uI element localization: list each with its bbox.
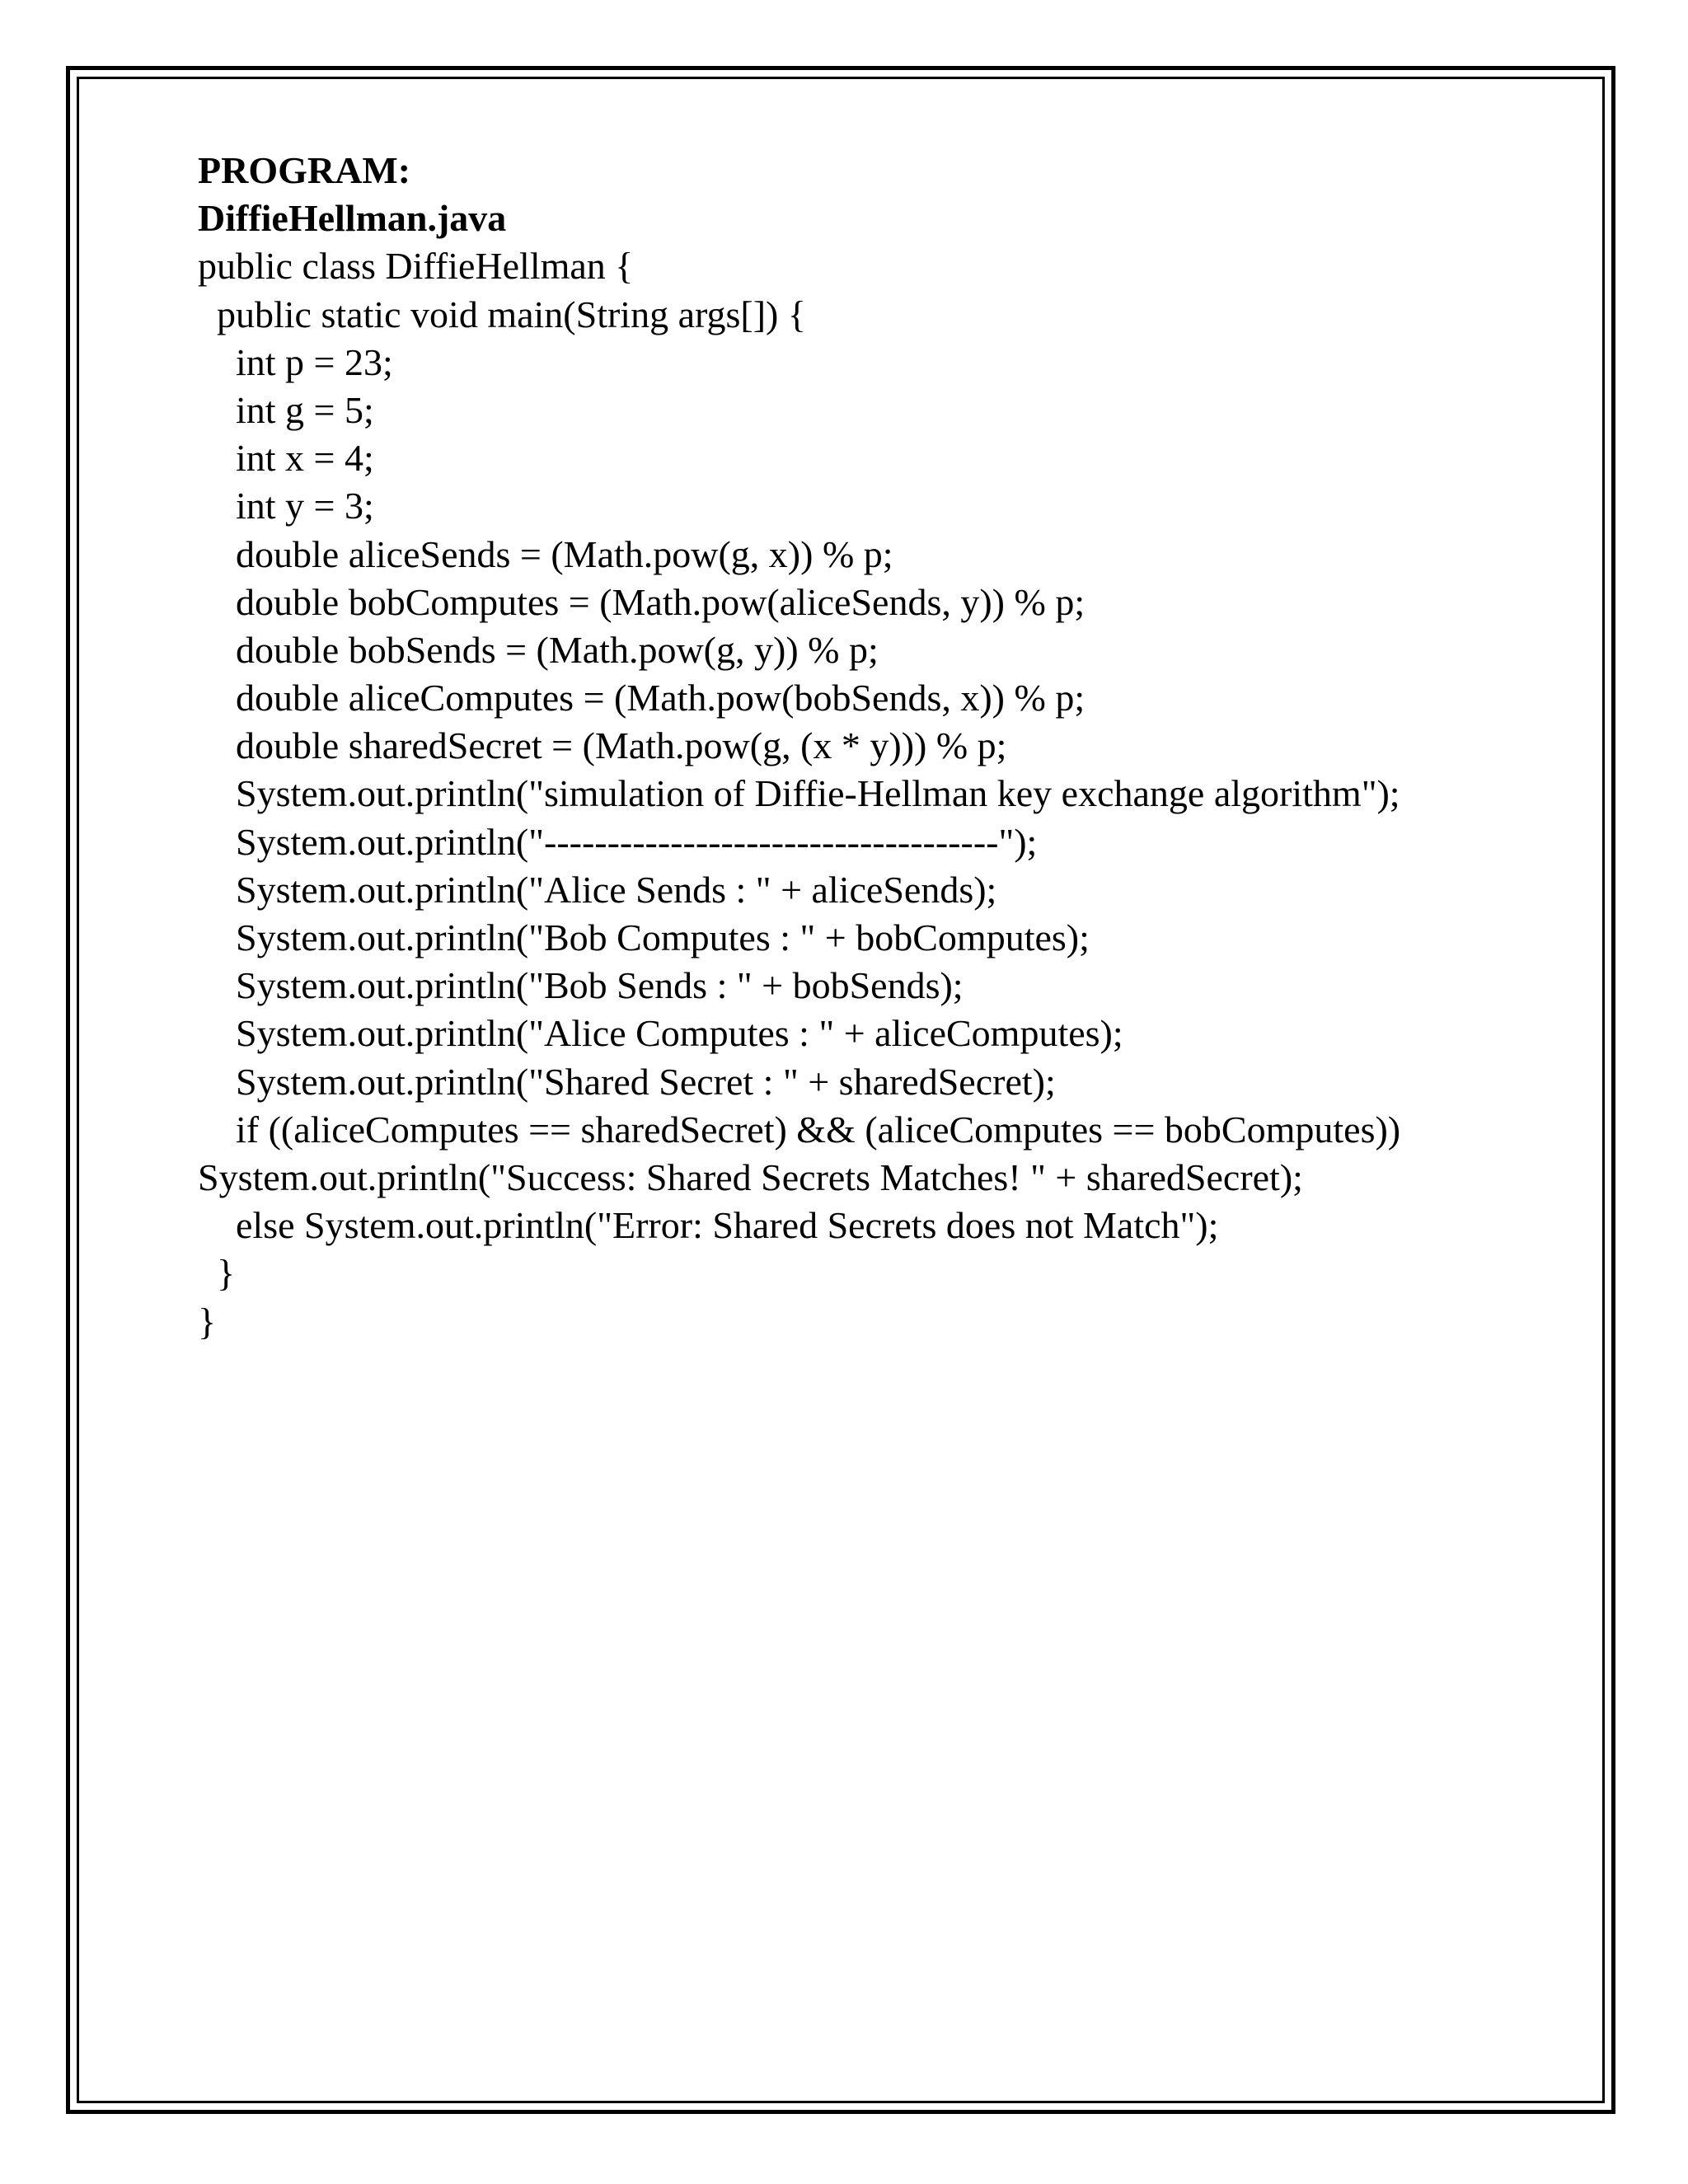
code-line: double bobSends = (Math.pow(g, y)) % p;: [198, 628, 879, 671]
program-listing: [198, 147, 1517, 1346]
code-line: int y = 3;: [198, 485, 374, 527]
code-line: System.out.println("Bob Sends : " + bobSends);: [198, 964, 964, 1007]
code-line: System.out.println("Shared Secret : " + sharedSecret);: [198, 1060, 1056, 1103]
code-line: int g = 5;: [198, 388, 374, 431]
code-block: [198, 242, 1517, 1345]
code-line: }: [198, 1300, 217, 1343]
code-line: int x = 4;: [198, 437, 374, 480]
code-line: if ((aliceComputes == sharedSecret) && (aliceComputes == bobComputes)): [198, 1108, 1401, 1151]
code-line: double bobComputes = (Math.pow(aliceSends, y)) % p;: [198, 580, 1085, 623]
code-line: System.out.println("Alice Computes : " + aliceComputes);: [198, 1012, 1123, 1055]
code-line: }: [198, 1252, 236, 1295]
code-line: System.out.println("------------------------------------");: [198, 820, 1038, 863]
code-line: public static void main(String args[]) {: [198, 293, 806, 335]
code-line: System.out.println("Alice Sends : " + aliceSends);: [198, 868, 997, 911]
code-line: System.out.println("Success: Shared Secrets Matches! " + sharedSecret);: [198, 1155, 1303, 1198]
code-line: public class DiffieHellman {: [198, 245, 634, 288]
code-line: double aliceComputes = (Math.pow(bobSends, x)) % p;: [198, 677, 1085, 719]
code-line: int p = 23;: [198, 340, 393, 383]
code-line: double aliceSends = (Math.pow(g, x)) % p;: [198, 532, 893, 575]
program-heading: PROGRAM:: [198, 149, 411, 191]
code-line: double sharedSecret = (Math.pow(g, (x * y))) % p;: [198, 724, 1007, 767]
code-line: System.out.println("Bob Computes : " + bobComputes);: [198, 916, 1090, 958]
program-filename: DiffieHellman.java: [198, 197, 507, 240]
code-line: System.out.println("simulation of Diffie-Hellman key exchange algorithm");: [198, 772, 1400, 815]
code-line: else System.out.println("Error: Shared Secrets does not Match");: [198, 1204, 1219, 1247]
